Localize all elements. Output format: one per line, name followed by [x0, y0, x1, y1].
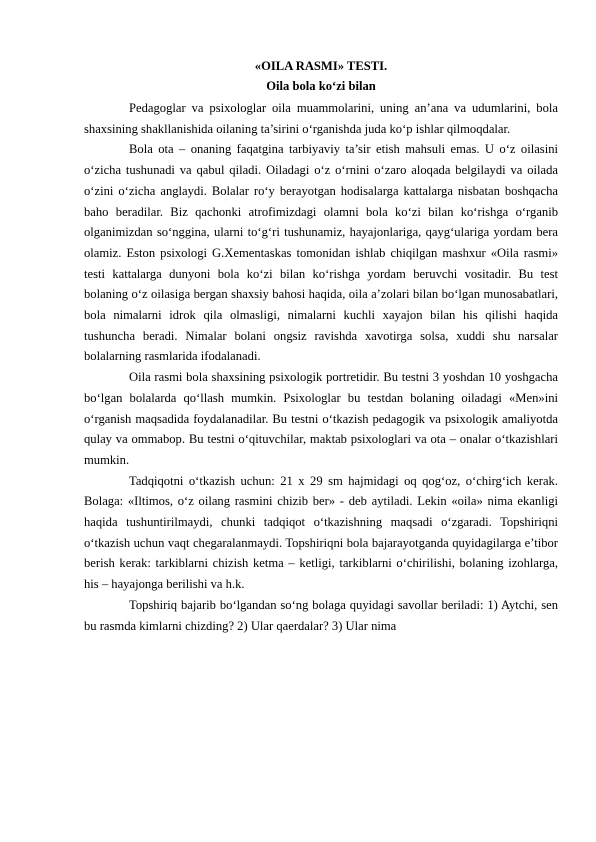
document-title: «OILA RASMI» TESTI. — [254, 59, 388, 73]
paragraph-4: Tadqiqotni o‘tkazish uchun: 21 x 29 sm hajmidagi oq qog‘oz, o‘chirg‘ich kerak. Bolaga: «Iltimos, o‘z oilang rasmini chizib ber» - deb aytiladi. Lekin «oila» nima ekanligi haqida tushuntirilmaydi, chunki tadqiqot o‘tkazishning maqsadi o‘zgaradi. Topshiriqni o‘tkazish uchun vaqt chegaralanmaydi. Topshiriqni bola bajarayotganda quyidagilarga e’tibor berish kerak: tarkiblarni chizish ketma – ketligi, tarkiblarni o‘chirilishi, bolaning izohlarga, his – hayajonga berilishi va h.k. — [84, 473, 558, 592]
paragraph-2: Bola ota – onaning faqatgina tarbiyaviy ta’sir etish mahsuli emas. U o‘z oilasini o‘zicha tushunadi va qabul qiladi. Oiladagi o‘z o‘rnini o‘zaro aloqada belgilaydi va oilada o‘zini o‘zicha anglaydi. Bolalar ro‘y berayotgan hodisalarga kattalarga nisbatan boshqacha baho beradilar. Biz qachonki atrofimizdagi olamni bola ko‘zi bilan ko‘rishga o‘rganib olganimizdan so‘nggina, ularni to‘g‘ri tushunamiz, hayajonlariga, qayg‘ulariga yordam bera olamiz. Eston psixologi G.Xementaskas tomonidan ishlab chiqilgan mashxur «Oila rasmi» testi kattalarga dunyoni bola ko‘zi bilan ko‘rishga yordam beruvchi vositadir. Bu test bolaning o‘z oilasiga bergan shaxsiy bahosi haqida, oila a’zolari bilan bo‘lgan munosabatlari, bola nimalarni idrok qila olmasligi, nimalarni kuchli xayajon bilan his qilishi haqida tushuncha beradi. Nimalar bolani ongsiz ravishda xavotirga solsa, xuddi shu narsalar bolalarning rasmlarida ifodalanadi. — [84, 142, 558, 364]
paragraph-3: Oila rasmi bola shaxsining psixologik portretidir. Bu testni 3 yoshdan 10 yoshgacha bo‘lgan bolalarda qo‘llash mumkin. Psixologlar bu testdan bolaning oiladagi «Men»ini o‘rganish maqsadida foydalanadilar. Bu testni o‘tkazish pedagogik va psixologik amaliyotda qulay va ommabop. Bu testni o‘qituvchilar, maktab psixologlari va ota – onalar o‘tkazishlari mumkin. — [84, 370, 558, 467]
paragraph-1: Pedagoglar va psixologlar oila muammolarini, uning an’ana va udumlarini, bola shaxsining shakllanishida oilaning ta’sirini o‘rganishda juda ko‘p ishlar qilmoqdalar. — [84, 101, 558, 136]
paragraph-5: Topshiriq bajarib bo‘lgandan so‘ng bolaga quyidagi savollar beriladi: 1) Aytchi, sen bu rasmda kimlarni chizding? 2) Ular qaerdalar? 3) Ular nima — [84, 597, 558, 633]
document-subtitle: Oila bola ko‘zi bilan — [266, 79, 376, 93]
document-page — [84, 56, 558, 636]
